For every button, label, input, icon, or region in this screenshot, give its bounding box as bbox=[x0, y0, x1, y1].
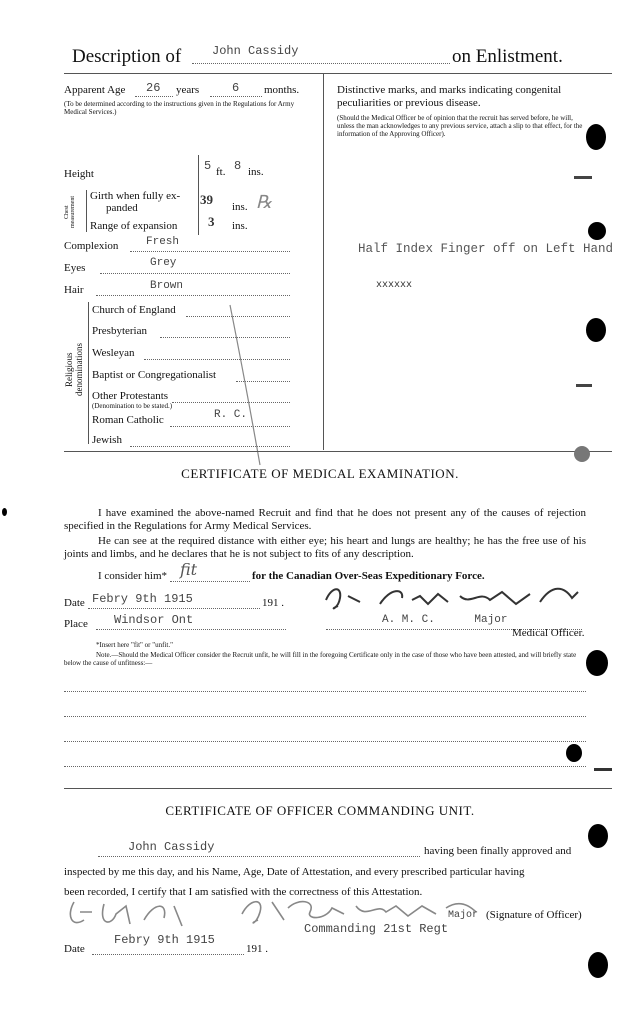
officer-year-label: 191 . bbox=[246, 943, 268, 955]
medical-officer-signature bbox=[320, 582, 582, 616]
complexion-value: Fresh bbox=[146, 236, 180, 248]
eyes-line bbox=[100, 273, 290, 274]
medical-place-line bbox=[96, 629, 286, 630]
punch-hole bbox=[588, 952, 608, 978]
recruit-name: John Cassidy bbox=[212, 44, 299, 58]
initials-signature bbox=[64, 896, 204, 930]
medical-para-2: He can see at the required distance with either eye; his heart and lungs are healthy; he has the free use of his joints and limbs, and he declares that he is not subject to fits of any description. bbox=[64, 535, 586, 560]
complexion-line bbox=[130, 251, 290, 252]
form-title-suffix: on Enlistment. bbox=[452, 46, 563, 67]
hair-value: Brown bbox=[150, 280, 184, 292]
religion-bracket bbox=[88, 302, 89, 444]
medical-para-1: I have examined the above-named Recruit and find that he does not present any of the causes of rejection specified in the Regulations for Army Medical Services. bbox=[64, 507, 586, 532]
chest-bracket bbox=[86, 190, 87, 232]
height-ins-label: ins. bbox=[248, 166, 264, 178]
officer-recruit-name: John Cassidy bbox=[128, 840, 215, 854]
eyes-value: Grey bbox=[150, 257, 177, 269]
girth-unit: ins. bbox=[232, 201, 248, 213]
medical-year-label: 191 . bbox=[262, 597, 284, 609]
age-months-line bbox=[210, 96, 262, 97]
height-ft-value: 5 bbox=[204, 159, 212, 173]
officer-text-3: been recorded, I certify that I am satisfied with the correctness of this Attestation. bbox=[64, 886, 423, 898]
age-years-label: years bbox=[176, 84, 200, 96]
girth-value: 39 bbox=[200, 192, 213, 207]
officer-rank: Major bbox=[448, 910, 479, 921]
officer-date-label: Date bbox=[64, 943, 85, 955]
medical-date-line bbox=[88, 608, 260, 609]
officer-text-2: inspected by me this day, and his Name, Age, Date of Attestation, and every prescribed particular having bbox=[64, 866, 525, 878]
consider-line bbox=[170, 581, 250, 582]
complexion-label: Complexion bbox=[64, 240, 119, 252]
officer-date-line bbox=[92, 954, 244, 955]
age-years-value: 26 bbox=[146, 81, 161, 95]
unfit-line-4 bbox=[64, 766, 586, 767]
girth-label-2: panded bbox=[106, 202, 138, 214]
girth-label-1: Girth when fully ex- bbox=[90, 190, 181, 202]
unfit-line-1 bbox=[64, 691, 586, 692]
range-label: Range of expansion bbox=[90, 220, 178, 232]
unfit-line-3 bbox=[64, 741, 586, 742]
religion-wesleyan: Wesleyan bbox=[92, 347, 135, 359]
column-divider bbox=[323, 74, 324, 450]
insert-note: *Insert here "fit" or "unfit." bbox=[96, 641, 173, 649]
religion-roman-catholic: Roman Catholic bbox=[92, 414, 164, 426]
unfit-note: Note.—Should the Medical Officer consider the Recruit unfit, he will fill in the foregoing Certificate only in the case of those who have been attested, and will briefly state below the cause of unfitness:— bbox=[64, 651, 577, 667]
height-label: Height bbox=[64, 168, 94, 180]
medical-date-value: Febry 9th 1915 bbox=[92, 592, 193, 606]
consider-value: fit bbox=[180, 560, 198, 579]
range-unit: ins. bbox=[232, 220, 248, 232]
margin-mark bbox=[576, 384, 592, 387]
religion-other-note: (Denomination to be stated.) bbox=[92, 402, 173, 410]
religion-baptist: Baptist or Congregationalist bbox=[92, 369, 217, 381]
form-title-prefix: Description of bbox=[72, 46, 182, 67]
age-years-line bbox=[135, 96, 173, 97]
officer-cert-title: CERTIFICATE OF OFFICER COMMANDING UNIT. bbox=[165, 803, 475, 818]
eyes-label: Eyes bbox=[64, 262, 86, 274]
punch-hole bbox=[574, 446, 590, 462]
crossed-out-text: xxxxxx bbox=[376, 280, 413, 291]
section-rule-1 bbox=[64, 451, 612, 452]
unfit-line-2 bbox=[64, 716, 586, 717]
margin-mark bbox=[594, 768, 612, 771]
officer-date-value: Febry 9th 1915 bbox=[114, 933, 215, 947]
religion-other-protestants: Other Protestants bbox=[92, 390, 169, 402]
section-rule-2 bbox=[64, 788, 612, 789]
marks-note: (Should the Medical Officer be of opinion that the recruit has served before, he will, unless the man acknowledges to any previous service, attach a slip to that effect, for the information of the Approving Officer). bbox=[337, 114, 583, 138]
height-ins-value: 8 bbox=[234, 159, 242, 173]
header-rule bbox=[64, 73, 612, 74]
officer-unit: Commanding 21st Regt bbox=[304, 922, 449, 936]
punch-hole bbox=[566, 744, 582, 762]
medical-cert-title: CERTIFICATE OF MEDICAL EXAMINATION. bbox=[181, 466, 459, 481]
religion-rc-value: R. C. bbox=[214, 409, 248, 421]
distinctive-mark-value: Half Index Finger off on Left Hand bbox=[358, 242, 614, 256]
hair-line bbox=[96, 295, 290, 296]
officer-signature-label: (Signature of Officer) bbox=[486, 909, 582, 921]
age-label: Apparent Age bbox=[64, 84, 126, 96]
medical-place-value: Windsor Ont bbox=[114, 613, 194, 627]
margin-mark bbox=[2, 508, 7, 516]
margin-mark bbox=[574, 176, 592, 179]
marks-label: Distinctive marks, and marks indicating congenital peculiarities or previous disease. bbox=[337, 84, 562, 109]
name-dotted-line bbox=[192, 63, 450, 64]
chest-side-label: Chest measurement bbox=[64, 196, 76, 228]
medical-officer-label: Medical Officer. bbox=[512, 627, 585, 639]
religion-church-of-england: Church of England bbox=[92, 304, 176, 316]
medical-date-label: Date bbox=[64, 597, 85, 609]
officer-name-line bbox=[98, 856, 420, 857]
punch-hole bbox=[586, 318, 606, 342]
consider-prefix: I consider him* bbox=[98, 570, 168, 582]
medical-officer-title: A. M. C. Major bbox=[382, 614, 508, 626]
consider-suffix: for the Canadian Over-Seas Expeditionary Force. bbox=[252, 570, 485, 582]
punch-hole bbox=[586, 124, 606, 150]
age-months-value: 6 bbox=[232, 81, 240, 95]
hair-label: Hair bbox=[64, 284, 84, 296]
religion-side-label: Religious denominations bbox=[64, 343, 84, 397]
religion-jewish: Jewish bbox=[92, 434, 122, 446]
age-note: (To be determined according to the instructions given in the Regulations for Army Medical Services.) bbox=[64, 100, 295, 116]
height-ft-label: ft. bbox=[216, 166, 226, 178]
religion-presbyterian: Presbyterian bbox=[92, 325, 147, 337]
punch-hole bbox=[586, 650, 608, 676]
chest-initials-scribble: ℞ bbox=[256, 192, 273, 213]
measure-bracket bbox=[198, 155, 199, 235]
punch-hole bbox=[588, 222, 606, 240]
medical-place-label: Place bbox=[64, 618, 88, 630]
pencil-stroke bbox=[220, 300, 270, 470]
punch-hole bbox=[588, 824, 608, 848]
age-months-label: months. bbox=[264, 84, 300, 96]
range-value: 3 bbox=[208, 214, 215, 229]
officer-text-1: having been finally approved and bbox=[424, 845, 572, 857]
